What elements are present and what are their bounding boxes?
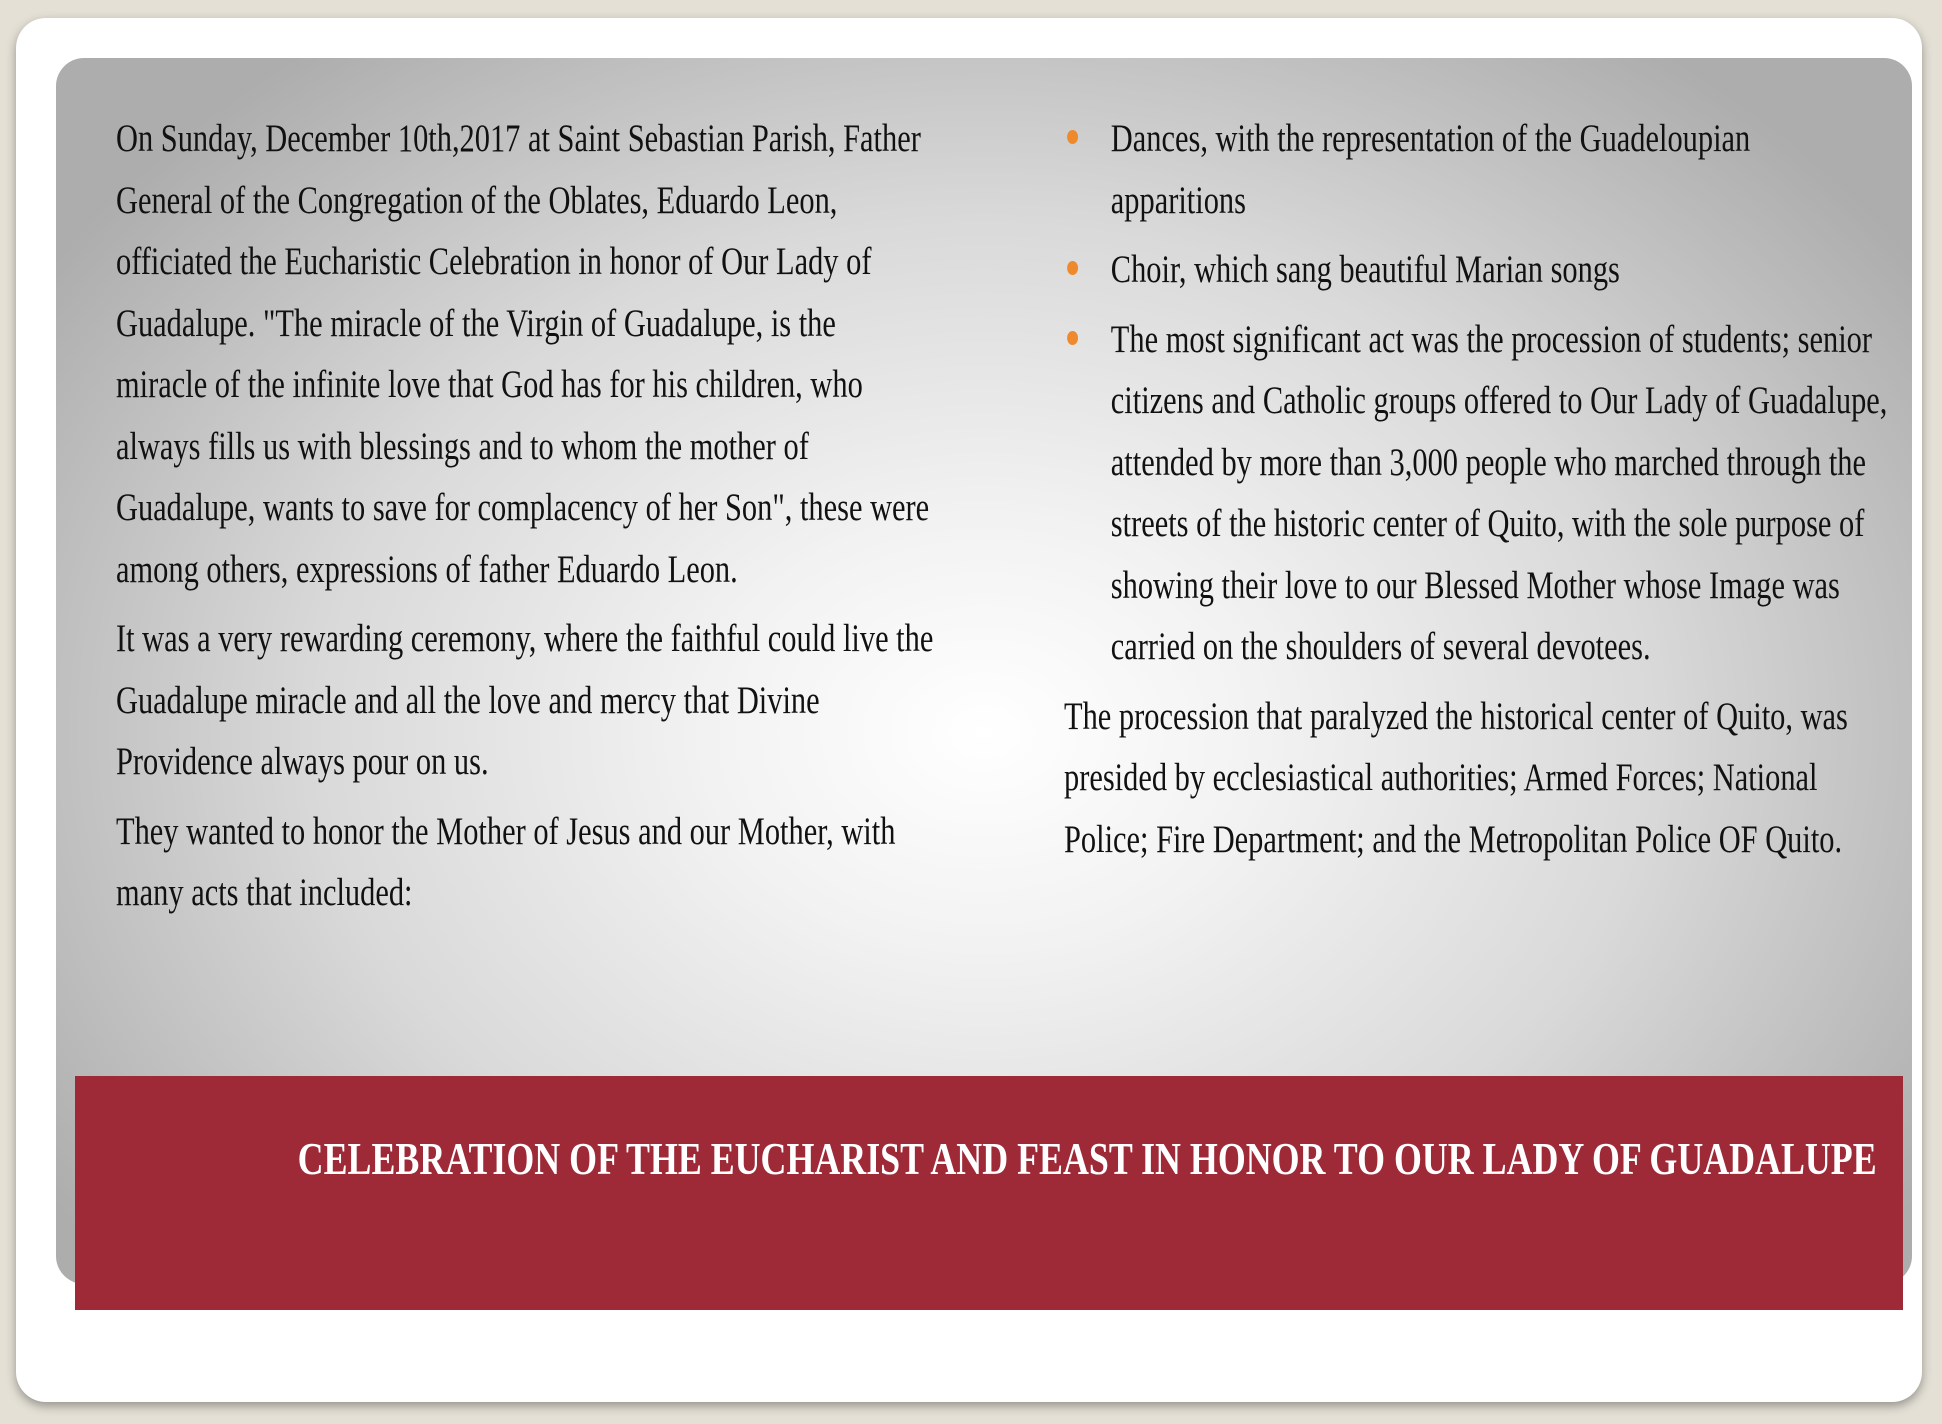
title-banner <box>75 1076 1903 1310</box>
list-item <box>1064 239 1889 301</box>
bullet-dot-icon <box>1067 331 1078 345</box>
banner-title-text: CELEBRATION OF THE EUCHARIST AND FEAST IN HONOR TO OUR LADY OF GUADALUPE <box>297 1133 1877 1184</box>
acts-list <box>1064 108 1889 678</box>
intro-paragraph: On Sunday, December 10th,2017 at Saint Sebastian Parish, Father General of the Congregation of the Oblates, Eduardo Leon, officiated the Eucharistic Celebration in honor of Our Lady of Guadalupe. "The miracle of the Virgin of Guadalupe, is the miracle of the infinite love that God has for his children, who always fills us with blessings and to whom the mother of Guadalupe, wants to save for complacency of her Son", these were among others, expressions of father Eduardo Leon. <box>116 117 930 591</box>
list-item-text: Choir, which sang beautiful Marian songs <box>1110 248 1620 291</box>
left-column <box>116 108 936 932</box>
right-column <box>1064 108 1890 878</box>
list-item <box>1064 108 1889 231</box>
bullet-dot-icon <box>1067 261 1078 275</box>
acts-intro-paragraph: They wanted to honor the Mother of Jesus and our Mother, with many acts that included: <box>116 809 896 914</box>
list-item <box>1064 309 1889 678</box>
bullet-dot-icon <box>1067 130 1078 144</box>
list-item-text: Dances, with the representation of the Guadeloupian apparitions <box>1110 117 1751 222</box>
slide <box>16 18 1922 1402</box>
ceremony-paragraph: It was a very rewarding ceremony, where the faithful could live the Guadalupe miracle and all the love and mercy that Divine Providence always pour on us. <box>116 617 934 783</box>
list-item-text: The most significant act was the procession of students; senior citizens and Catholic groups offered to Our Lady of Guadalupe, attended by more than 3,000 people who marched through the streets of the historic center of Quito, with the sole purpose of showing their love to our Blessed Mother whose Image was carried on the shoulders of several devotees. <box>1110 317 1888 668</box>
closing-paragraph: The procession that paralyzed the historical center of Quito, was presided by ecclesiastical authorities; Armed Forces; National Police; Fire Department; and the Metropolitan Police OF Quito. <box>1064 694 1848 861</box>
banner-title <box>75 1132 1903 1185</box>
